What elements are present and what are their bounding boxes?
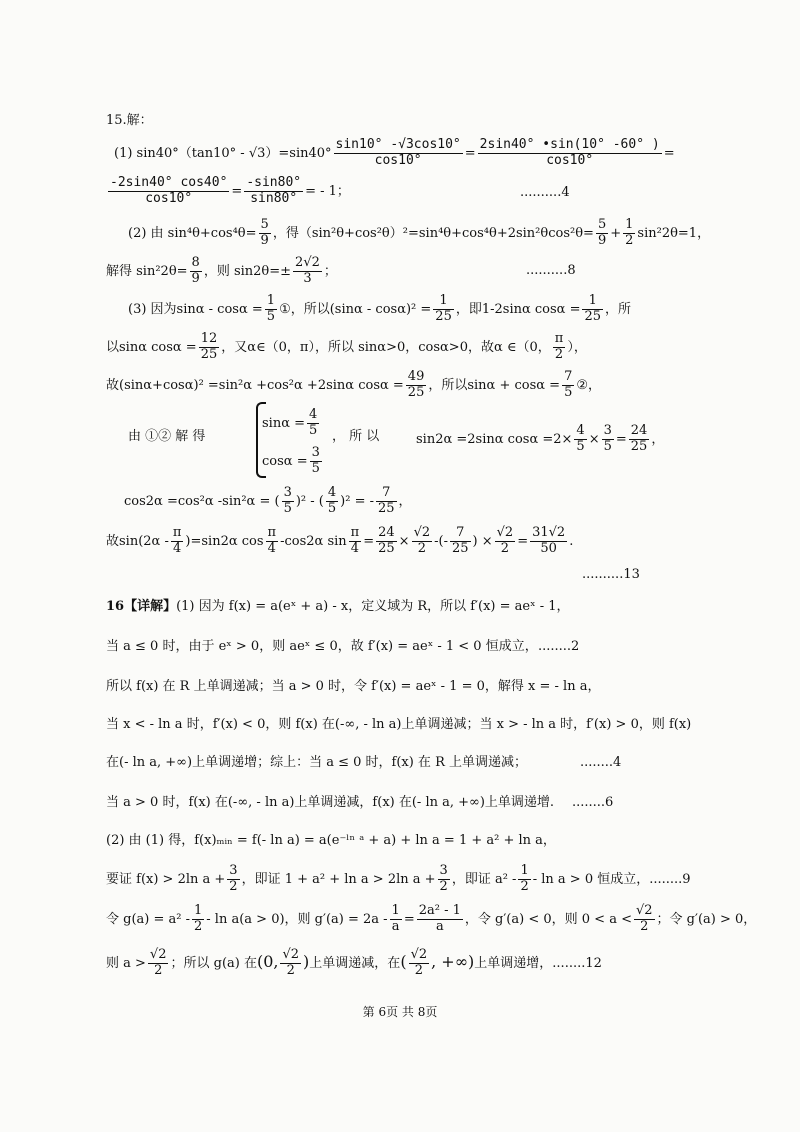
p16-line5: 在(- ln a, +∞)上单调递增；综上：当 a ≤ 0 时，f(x) 在 R 上单调递减； <box>106 755 527 770</box>
page-number: 第 6页 共 8页 <box>362 1005 438 1019</box>
fraction: $\frac{\text{2a² - 1}}{a}$ <box>418 903 461 934</box>
p16-line7: (2) 由 (1) 得，f(x)ₘᵢₙ = f(- ln a) = a(e⁻ˡⁿ ᵃ + a) + ln a = 1 + a² + ln a， <box>106 833 556 848</box>
p15-part1-line1: (1) sin40°（tan10° - √3）=sin40° $\frac{\sin 10^\circ -√3\cos 10^\circ}{\cos 10^\circ}$ = $\frac{2\sin 40^\circ •\sin(10^\circ -60^\circ )}{\cos 10^\circ}$ = <box>114 137 675 168</box>
fraction: $\frac{49}{25}$ <box>407 369 425 400</box>
fraction: $\frac{√2}{2}$ <box>496 525 514 556</box>
fraction: $\frac{\sin 10^\circ -√3\cos 10^\circ}{\cos 10^\circ}$ <box>335 137 461 168</box>
p15-part3-line2: 以sinα cosα = $\frac{12}{25}$ ，又α∈（0，π），所以 sinα>0，cosα>0，故α ∈（0， $\frac{\pi}{2}$ ）， <box>106 331 587 362</box>
fraction: $\frac{√2}{2}$ <box>413 525 431 556</box>
fraction: $\frac{3}{5}$ <box>603 423 612 454</box>
fraction: $\frac{4}{5}$ <box>309 407 318 438</box>
fraction: $\frac{2\sin 40^\circ •\sin(10^\circ -60^\circ )}{\cos 10^\circ}$ <box>479 137 660 168</box>
fraction: $\frac{7}{25}$ <box>451 525 469 556</box>
score-mark: ........6 <box>572 795 614 810</box>
fraction: $\frac{4}{5}$ <box>327 485 337 516</box>
sin-result-line: 故sin(2α - $\frac{\pi}{4}$ )=sin2α cos $\frac{\pi}{4}$ -cos2α sin $\frac{\pi}{4}$ = $\frac{24}{25}$ × $\frac{√2}{2}$ -(- $\frac{7}{25}$ ) × $\frac{√2}{2}$ = $\frac{31√2}{50}$ . <box>106 525 574 556</box>
fraction: $\frac{7}{25}$ <box>378 485 395 516</box>
cos-alpha-value: cosα = $\frac{3}{5}$ <box>262 445 320 476</box>
p16-line8: 要证 f(x) > 2ln a + $\frac{3}{2}$ ，即证 1 + a² + ln a > 2ln a + $\frac{3}{2}$ ，即证 a² - $\frac{1}{2}$ - ln a > 0 恒成立，........9 <box>106 863 691 894</box>
fraction: $\frac{8}{9}$ <box>191 255 200 286</box>
fraction: $\frac{5}{9}$ <box>260 217 269 248</box>
fraction: $\frac{3}{5}$ <box>311 445 320 476</box>
fraction: $\frac{\pi}{4}$ <box>350 525 360 556</box>
fraction: $\frac{24}{25}$ <box>630 423 648 454</box>
score-mark: ..........8 <box>526 263 576 278</box>
fraction: $\frac{24}{25}$ <box>378 525 395 556</box>
score-mark: ..........4 <box>520 185 570 200</box>
fraction: $\frac{4}{5}$ <box>576 423 585 454</box>
p15-part3-line1: (3) 因为sinα - cosα = $\frac{1}{5}$ ①，所以(sinα - cosα)² = $\frac{1}{25}$ ，即1-2sinα cosα = $\frac{1}{25}$ ，所 <box>128 293 632 324</box>
p16-line6: 当 a > 0 时，f(x) 在(-∞, - ln a)上单调递减，f(x) 在(- ln a, +∞)上单调递增. <box>106 795 555 810</box>
fraction: $\frac{\pi}{4}$ <box>267 525 277 556</box>
score-mark: ........4 <box>580 755 622 770</box>
p15-part1-line2: $\frac{-2\sin 40^\circ \cos 40^\circ}{\cos 10^\circ}$ = $\frac{-\sin 80^\circ}{\sin 80^\circ}$ = - 1； <box>110 175 350 206</box>
fraction: $\frac{3}{2}$ <box>439 863 448 894</box>
problem-16-title: 16【详解】 <box>106 599 177 614</box>
fraction: $\frac{1}{5}$ <box>266 293 276 324</box>
sin-alpha-value: sinα = $\frac{4}{5}$ <box>262 407 318 438</box>
fraction: $\frac{-2\sin 40^\circ \cos 40^\circ}{\cos 10^\circ}$ <box>110 175 228 206</box>
problem-15-title: 15.解： <box>106 113 153 128</box>
p15-part2-line1: (2) 由 sin⁴θ+cos⁴θ= $\frac{5}{9}$ ，得（sin²θ+cos²θ）²=sin⁴θ+cos⁴θ+2sin²θcos²θ= $\frac{5}{9}$ + $\frac{1}{2}$ sin²2θ=1， <box>128 217 711 248</box>
fraction: $\frac{3}{2}$ <box>229 863 238 894</box>
fraction: $\frac{1}{25}$ <box>584 293 602 324</box>
p15-part2-line2: 解得 sin²2θ= $\frac{8}{9}$ ，则 sin2θ=± $\frac{2√2}{3}$ ； <box>106 255 337 286</box>
fraction: $\frac{5}{9}$ <box>597 217 607 248</box>
fraction: $\frac{\pi}{2}$ <box>554 331 564 362</box>
sin2alpha-line: sin2α =2sinα cosα =2× $\frac{4}{5}$ × $\frac{3}{5}$ = $\frac{24}{25}$ ， <box>416 423 665 454</box>
fraction: $\frac{√2}{2}$ <box>635 903 653 934</box>
fraction: $\frac{7}{5}$ <box>564 369 573 400</box>
fraction: $\frac{1}{a}$ <box>391 903 400 934</box>
fraction: $\frac{√2}{2}$ <box>149 947 167 978</box>
fraction: $\frac{12}{25}$ <box>200 331 218 362</box>
p16-line10: 则 a > $\frac{√2}{2}$ ；所以 g(a) 在(0, $\frac{√2}{2}$ )上单调递减，在( $\frac{√2}{2}$ , +∞)上单调递增，........12 <box>106 947 602 978</box>
fraction: $\frac{3}{5}$ <box>283 485 292 516</box>
fraction: $\frac{31√2}{50}$ <box>532 525 566 556</box>
score-mark: ..........13 <box>582 567 640 582</box>
score-mark: ........2 <box>538 639 580 654</box>
fraction: $\frac{1}{2}$ <box>625 217 634 248</box>
cos2alpha-line: cos2α =cos²α -sin²α = ( $\frac{3}{5}$ )² - ( $\frac{4}{5}$ )² = - $\frac{7}{25}$ ， <box>124 485 412 516</box>
problem-16-line1: 16【详解】(1) 因为 f(x) = a(eˣ + a) - x，定义域为 R，所以 f′(x) = aeˣ - 1， <box>106 599 570 614</box>
p16-line4: 当 x < - ln a 时，f′(x) < 0，则 f(x) 在(-∞, - ln a)上单调递减；当 x > - ln a 时，f′(x) > 0，则 f(x) <box>106 717 692 732</box>
p15-solve-label: 由 ①② 解 得 <box>128 429 206 444</box>
p16-line2: 当 a ≤ 0 时，由于 eˣ > 0，则 aeˣ ≤ 0，故 f′(x) = aeˣ - 1 < 0 恒成立， <box>106 639 538 654</box>
fraction: $\frac{-\sin 80^\circ}{\sin 80^\circ}$ <box>246 175 302 206</box>
fraction: $\frac{1}{2}$ <box>520 863 529 894</box>
fraction: $\frac{√2}{2}$ <box>410 947 428 978</box>
p15-part3-line3: 故(sinα+cosα)² =sin²α +cos²α +2sinα cosα = $\frac{49}{25}$ ，所以sinα + cosα = $\frac{7}{5}$ ②， <box>106 369 602 400</box>
fraction: $\frac{1}{2}$ <box>194 903 203 934</box>
fraction: $\frac{2√2}{3}$ <box>295 255 320 286</box>
p16-line9: 令 g(a) = a² - $\frac{1}{2}$ - ln a(a > 0)，则 g′(a) = 2a - $\frac{1}{a}$ = $\frac{\text{2a² - 1}}{a}$ ，令 g′(a) < 0，则 0 < a < $\frac{√2}{2}$ ；令 g′(a) > 0， <box>106 903 757 934</box>
fraction: $\frac{√2}{2}$ <box>282 947 300 978</box>
p15-therefore: ， 所 以 <box>332 429 380 444</box>
fraction: $\frac{\pi}{4}$ <box>172 525 182 556</box>
fraction: $\frac{1}{25}$ <box>435 293 452 324</box>
p16-line3: 所以 f(x) 在 R 上单调递减；当 a > 0 时，令 f′(x) = aeˣ - 1 = 0，解得 x = - ln a， <box>106 679 601 694</box>
